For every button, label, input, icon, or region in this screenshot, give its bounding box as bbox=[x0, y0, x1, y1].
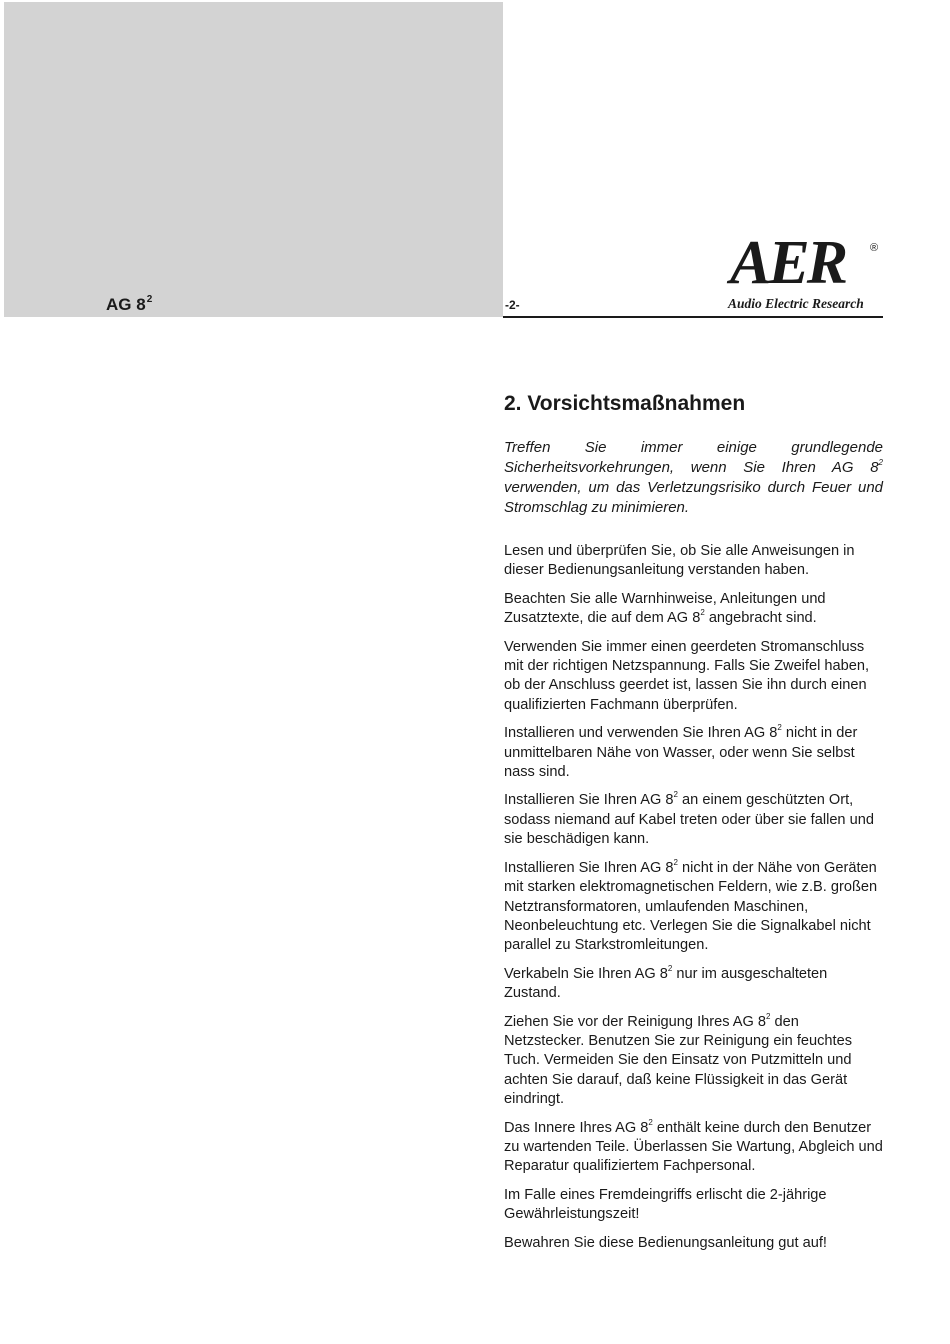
precaution-paragraph bbox=[504, 542, 883, 581]
model-superscript: 2 bbox=[667, 963, 673, 973]
model-superscript: 2 bbox=[700, 608, 705, 618]
aer-logo bbox=[726, 229, 886, 316]
page-number: -2- bbox=[505, 298, 520, 312]
paragraph-text: Im Falle eines Fremdeingriffs erlischt die 2-jährige Gewährleistungszeit! bbox=[504, 1186, 827, 1223]
paragraph-text: Lesen und überprüfen Sie, ob Sie alle Anweisungen in dieser Bedienungsanleitung verstanden haben. bbox=[504, 543, 855, 579]
model-label bbox=[106, 294, 152, 315]
paragraph-text: Ziehen Sie vor der Reinigung Ihres AG 8 bbox=[504, 1013, 767, 1030]
precaution-paragraph bbox=[504, 791, 883, 849]
intro-paragraph bbox=[504, 438, 883, 518]
intro-text-continued: verwenden, um das Verletzungsrisiko durch Feuer und Stromschlag zu minimieren. bbox=[504, 479, 883, 516]
main-content bbox=[504, 392, 883, 1262]
registered-mark: ® bbox=[870, 242, 879, 254]
precaution-paragraph bbox=[504, 1234, 883, 1253]
paragraph-text-continued: den Netzstecker. Benutzen Sie zur Reinigung ein feuchtes Tuch. Vermeiden Sie den Einsatz von Putzmitteln und achten Sie darauf, daß keine Flüssigkeit in das Gerät eindringt. bbox=[504, 1013, 853, 1108]
precaution-paragraph bbox=[504, 859, 883, 956]
logo-wordmark: AER bbox=[730, 229, 846, 297]
paragraph-text-continued: angebracht sind. bbox=[704, 610, 817, 627]
model-name: AG 8 bbox=[106, 295, 146, 314]
precaution-paragraph bbox=[504, 590, 883, 629]
paragraph-text: Installieren Sie Ihren AG 8 bbox=[504, 792, 674, 809]
section-title: 2. Vorsichtsmaßnahmen bbox=[504, 392, 746, 415]
header-rule bbox=[503, 316, 883, 318]
model-superscript: 2 bbox=[777, 723, 782, 733]
precaution-paragraph bbox=[504, 724, 883, 782]
paragraph-text: Verkabeln Sie Ihren AG 8 bbox=[504, 965, 668, 982]
paragraph-text-continued: nur im ausgeschalteten Zustand. bbox=[504, 965, 828, 1002]
paragraph-text-continued: nicht in der unmittelbaren Nähe von Wasser, oder wenn Sie selbst nass sind. bbox=[504, 725, 858, 781]
paragraph-text-continued: nicht in der Nähe von Geräten mit starken elektromagnetischen Feldern, wie z.B. großen Netztransformatoren, umlaufenden Maschinen, Neonbeleuchtung etc. Verlegen Sie die Signalkabel nicht parallel zu Starkstromleitungen. bbox=[504, 859, 878, 954]
paragraph-text-continued: enthält keine durch den Benutzer zu wartenden Teile. Überlassen Sie Wartung, Abgleich und Reparatur qualifiziertem Fachpersonal. bbox=[504, 1119, 883, 1175]
intro-text: Treffen Sie immer einige grundlegende Sicherheitsvorkehrungen, wenn Sie Ihren AG 8 bbox=[504, 439, 883, 476]
logo-tagline: Audio Electric Research bbox=[728, 296, 864, 311]
paragraph-text-continued: an einem geschützten Ort, sodass niemand auf Kabel treten oder über sie fallen und sie beschädigen kann. bbox=[504, 792, 874, 848]
paragraph-text: Bewahren Sie diese Bedienungsanleitung gut auf! bbox=[504, 1234, 827, 1251]
model-superscript: 2 bbox=[766, 1011, 771, 1021]
paragraph-text: Verwenden Sie immer einen geerdeten Stromanschluss mit der richtigen Netzspannung. Falls Sie Zweifel haben, ob der Anschluss geerdet ist, lassen Sie ihn durch einen qualifizierten Fachmann überprüfen. bbox=[504, 638, 870, 713]
paragraph-text: Beachten Sie alle Warnhinweise, Anleitungen und Zusatztexte, die auf dem AG 8 bbox=[504, 590, 826, 627]
model-superscript: 2 bbox=[146, 294, 153, 305]
precaution-paragraph bbox=[504, 1186, 883, 1225]
paragraph-text: Das Innere Ihres AG 8 bbox=[504, 1119, 649, 1136]
header-gray-block bbox=[4, 2, 503, 317]
paragraph-text: Installieren und verwenden Sie Ihren AG 8 bbox=[504, 725, 778, 742]
model-superscript: 2 bbox=[648, 1117, 653, 1127]
intro-superscript: 2 bbox=[878, 458, 883, 467]
paragraph-text: Installieren Sie Ihren AG 8 bbox=[504, 859, 674, 876]
precautions-list bbox=[504, 542, 883, 1253]
model-superscript: 2 bbox=[673, 857, 678, 867]
precaution-paragraph bbox=[504, 638, 883, 716]
precaution-paragraph bbox=[504, 1119, 883, 1177]
precaution-paragraph bbox=[504, 965, 883, 1004]
precaution-paragraph bbox=[504, 1013, 883, 1110]
model-superscript: 2 bbox=[673, 790, 678, 800]
